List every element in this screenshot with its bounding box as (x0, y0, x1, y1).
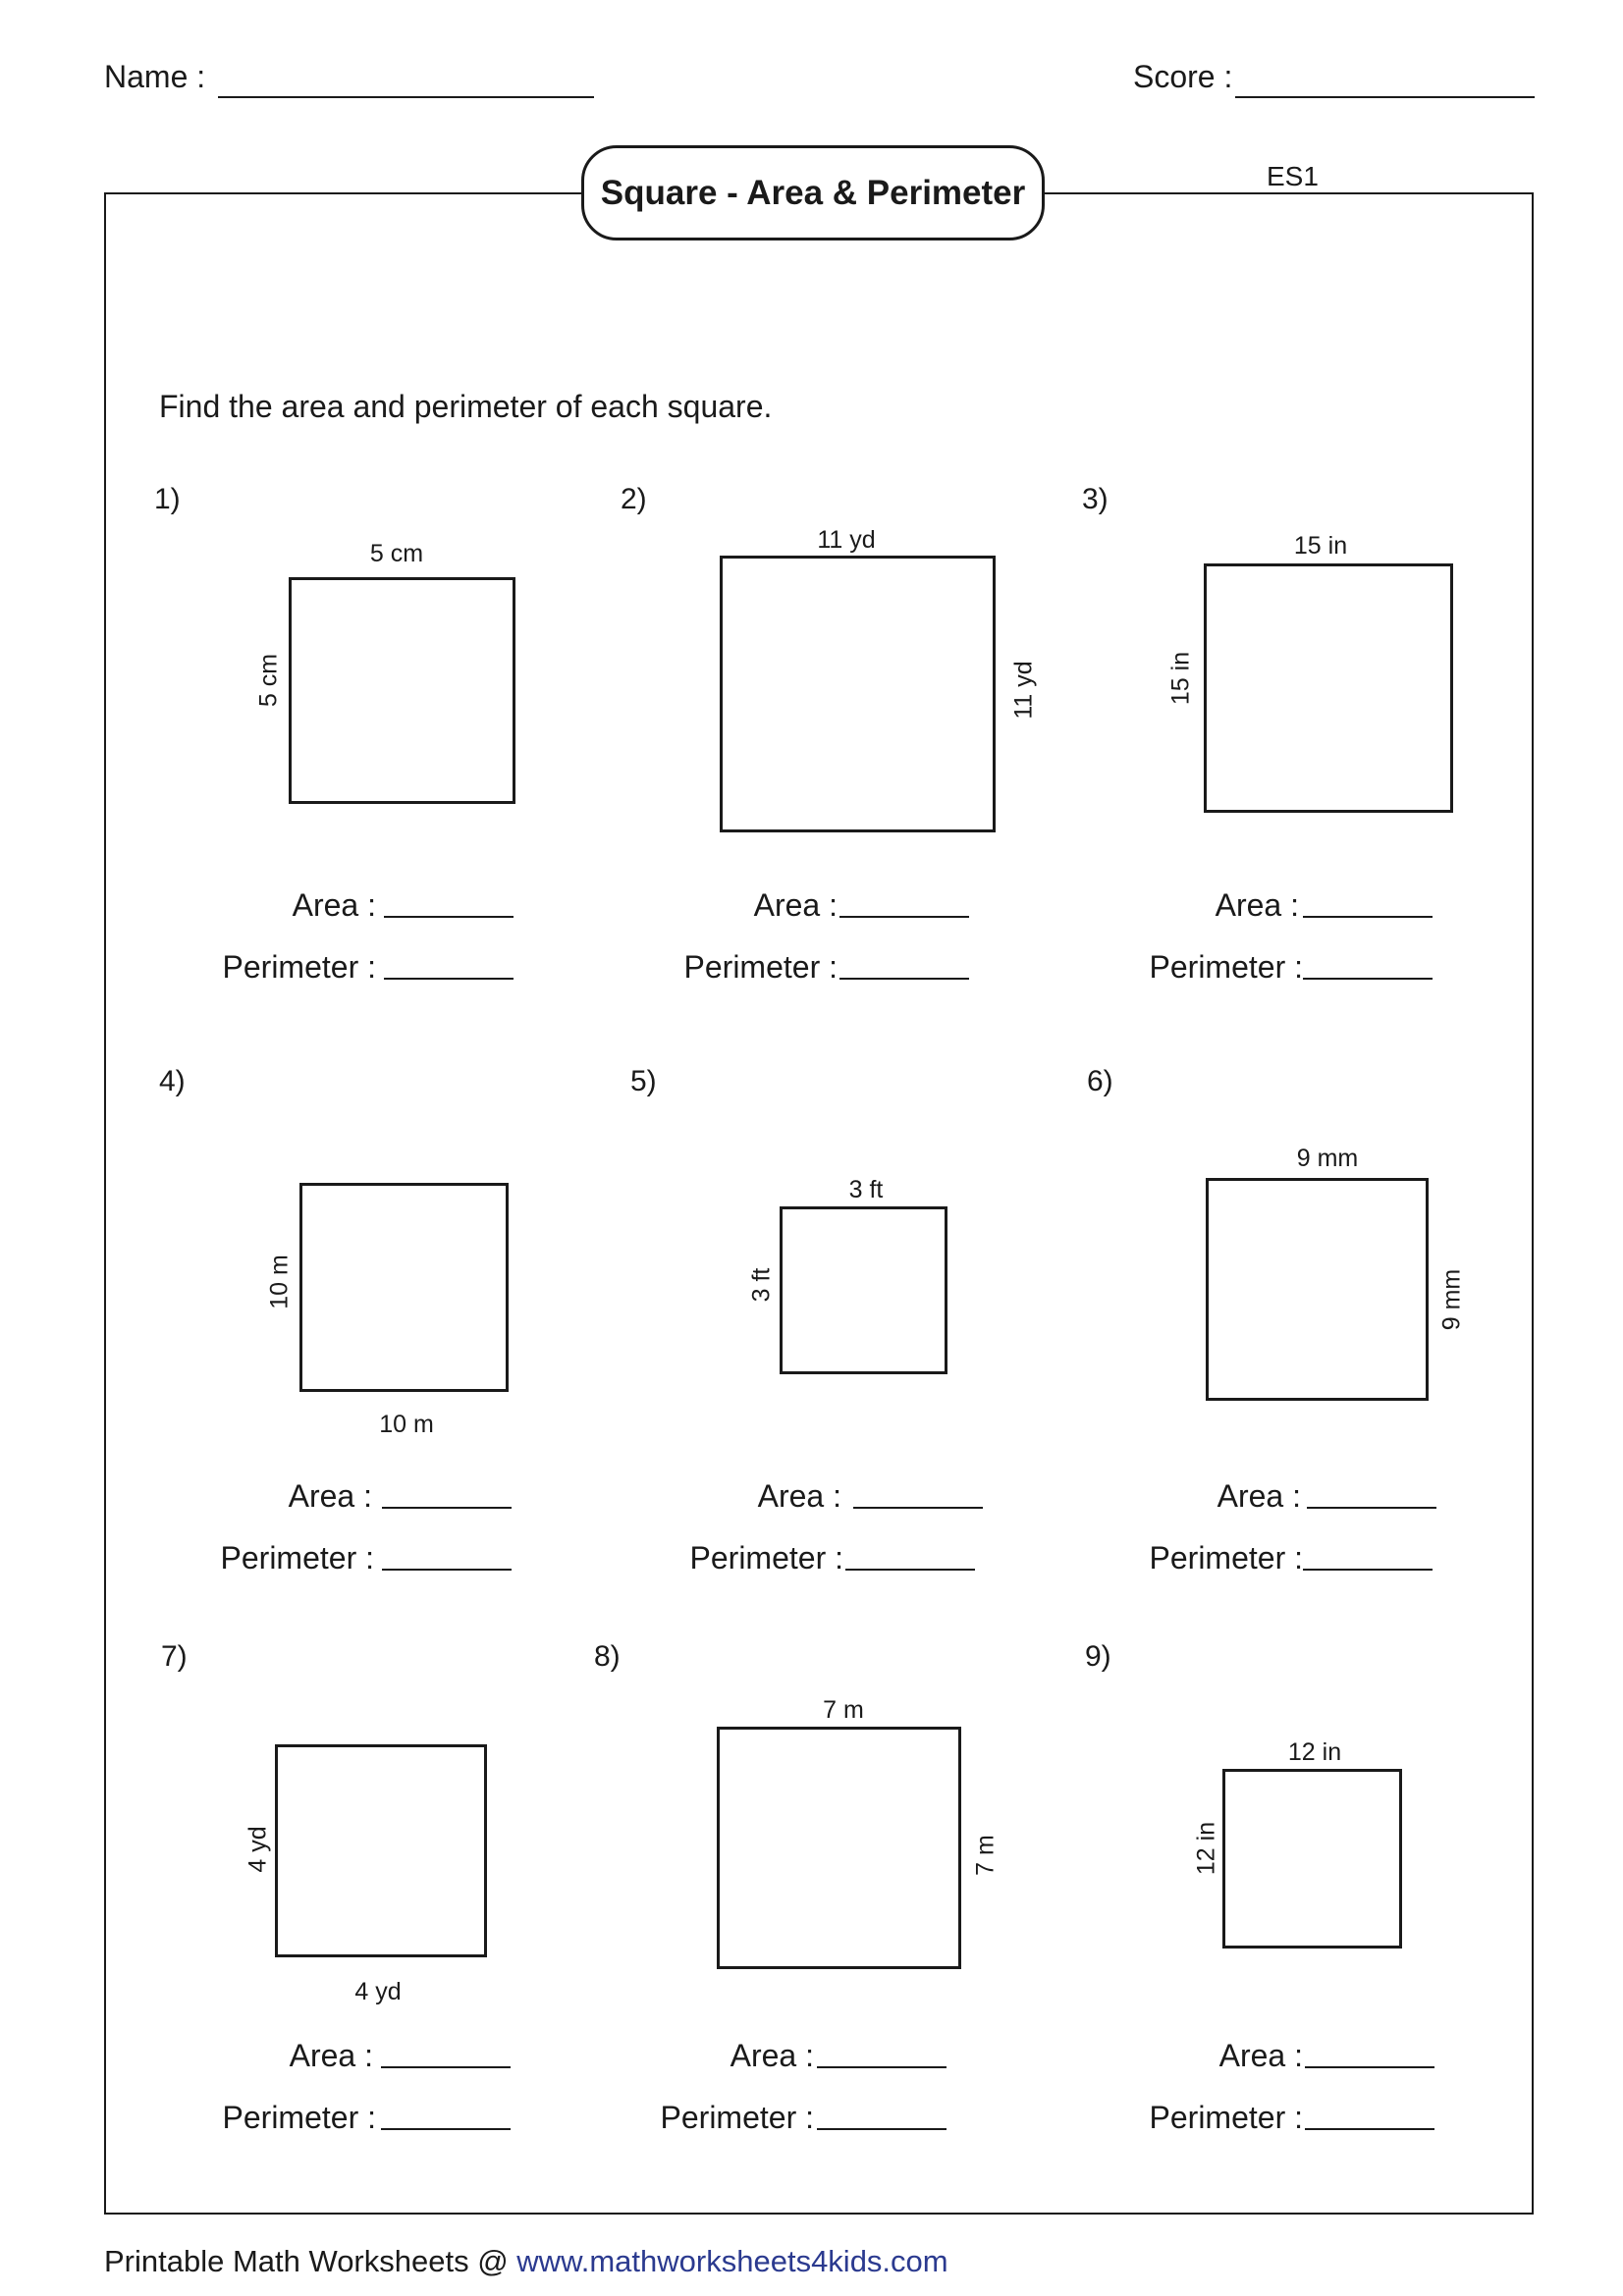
side-length-label: 3 ft (747, 1267, 776, 1303)
problem-number: 6) (1087, 1065, 1113, 1097)
area-label: Area : (753, 887, 838, 923)
square-figure (275, 1744, 487, 1957)
square-figure (720, 556, 996, 832)
side-length-label: 9 mm (1437, 1268, 1466, 1331)
side-length-label: 10 m (265, 1255, 294, 1309)
side-length-label: 5 cm (254, 653, 283, 708)
side-length-label: 12 in (1287, 1738, 1342, 1766)
footer-prefix: Printable Math Worksheets @ (104, 2244, 517, 2278)
side-length-label: 7 m (971, 1835, 1000, 1876)
problem-number: 3) (1082, 483, 1109, 515)
area-label: Area : (1215, 887, 1299, 923)
area-answer-line[interactable] (1305, 2066, 1434, 2068)
perimeter-label: Perimeter : (1149, 949, 1303, 985)
worksheet-code: ES1 (1267, 161, 1319, 191)
perimeter-label: Perimeter : (689, 1540, 843, 1575)
area-label: Area : (1217, 1478, 1301, 1514)
area-answer-line[interactable] (853, 1507, 983, 1509)
perimeter-label: Perimeter : (660, 2100, 814, 2135)
area-label: Area : (757, 1478, 841, 1514)
area-answer-line[interactable] (1303, 916, 1433, 918)
problem-number: 7) (161, 1640, 188, 1673)
square-figure (289, 577, 515, 804)
side-length-label: 4 yd (354, 1978, 402, 2005)
perimeter-answer-line[interactable] (384, 978, 514, 980)
perimeter-answer-line[interactable] (381, 2128, 511, 2130)
area-answer-line[interactable] (817, 2066, 947, 2068)
side-length-label: 3 ft (848, 1176, 884, 1203)
score-label: Score : (1133, 59, 1233, 94)
side-length-label: 11 yd (817, 526, 876, 554)
area-answer-line[interactable] (384, 916, 514, 918)
problem-number: 1) (154, 483, 181, 515)
side-length-label: 7 m (823, 1696, 864, 1724)
perimeter-label: Perimeter : (1149, 1540, 1303, 1575)
square-figure (717, 1727, 961, 1969)
area-label: Area : (1218, 2038, 1303, 2073)
perimeter-answer-line[interactable] (845, 1569, 975, 1571)
name-label: Name : (104, 59, 206, 94)
problem-number: 4) (159, 1065, 186, 1097)
instructions: Find the area and perimeter of each square. (159, 389, 773, 424)
area-answer-line[interactable] (1307, 1507, 1436, 1509)
side-length-label: 12 in (1192, 1821, 1220, 1876)
problem-number: 2) (621, 483, 647, 515)
problem-number: 8) (594, 1640, 621, 1673)
side-length-label: 4 yd (243, 1826, 272, 1873)
side-length-label: 15 in (1166, 651, 1195, 706)
footer-link[interactable]: www.mathworksheets4kids.com (516, 2244, 948, 2278)
side-length-label: 9 mm (1296, 1145, 1359, 1172)
area-answer-line[interactable] (381, 2066, 511, 2068)
square-figure (1204, 563, 1453, 813)
perimeter-label: Perimeter : (683, 949, 838, 985)
square-figure (1206, 1178, 1429, 1401)
perimeter-label: Perimeter : (222, 2100, 376, 2135)
perimeter-label: Perimeter : (222, 949, 376, 985)
area-label: Area : (292, 887, 376, 923)
perimeter-label: Perimeter : (1149, 2100, 1303, 2135)
perimeter-answer-line[interactable] (1303, 978, 1433, 980)
side-length-label: 10 m (379, 1411, 434, 1438)
perimeter-answer-line[interactable] (1303, 1569, 1433, 1571)
side-length-label: 5 cm (369, 540, 424, 567)
worksheet-title: Square - Area & Perimeter (581, 145, 1045, 240)
area-label: Area : (288, 1478, 372, 1514)
score-input-line[interactable] (1235, 96, 1535, 98)
problem-number: 5) (630, 1065, 657, 1097)
square-figure (299, 1183, 509, 1392)
perimeter-answer-line[interactable] (382, 1569, 512, 1571)
problem-number: 9) (1085, 1640, 1111, 1673)
side-length-label: 15 in (1293, 532, 1348, 560)
name-input-line[interactable] (218, 96, 594, 98)
perimeter-answer-line[interactable] (839, 978, 969, 980)
area-answer-line[interactable] (382, 1507, 512, 1509)
footer (104, 2244, 948, 2279)
perimeter-label: Perimeter : (220, 1540, 374, 1575)
side-length-label: 11 yd (1009, 661, 1038, 720)
area-answer-line[interactable] (839, 916, 969, 918)
perimeter-answer-line[interactable] (817, 2128, 947, 2130)
square-figure (780, 1206, 947, 1374)
area-label: Area : (730, 2038, 814, 2073)
area-label: Area : (289, 2038, 373, 2073)
square-figure (1222, 1769, 1402, 1949)
perimeter-answer-line[interactable] (1305, 2128, 1434, 2130)
